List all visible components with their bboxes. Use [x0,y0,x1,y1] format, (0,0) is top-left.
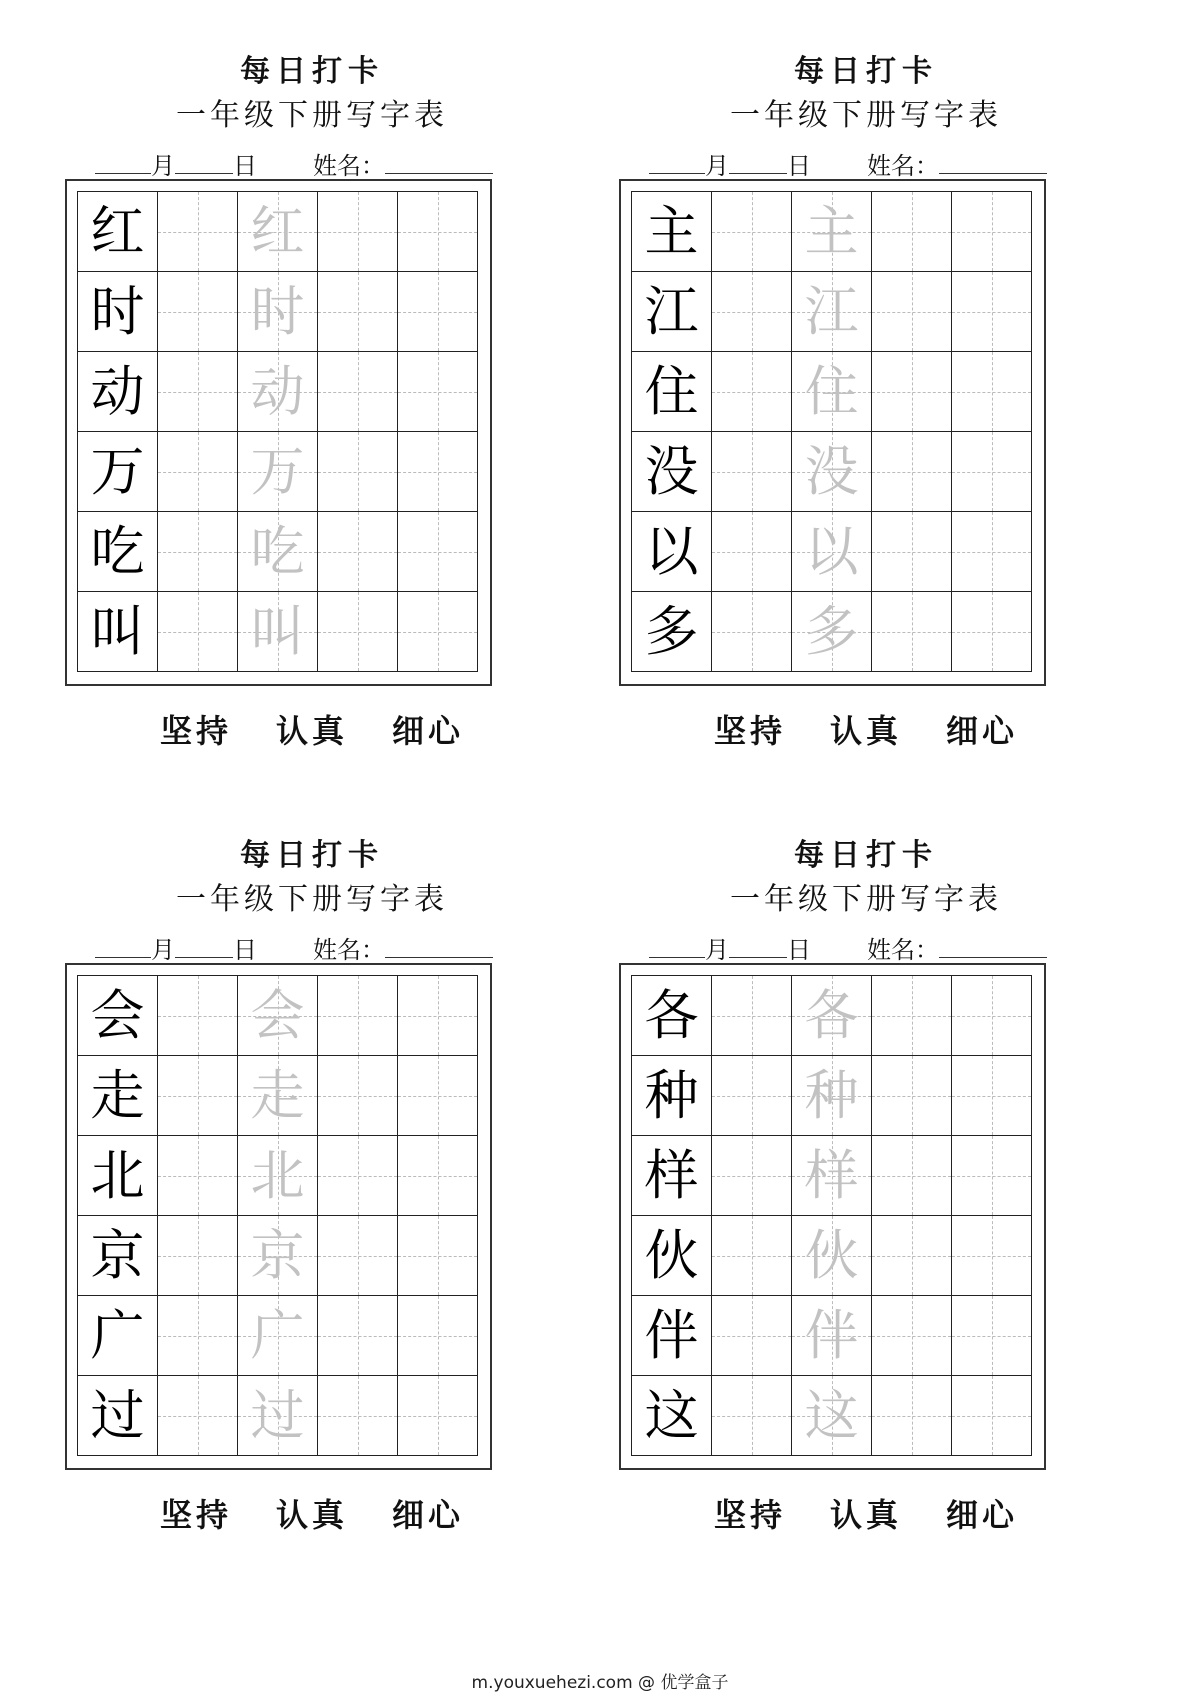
date-name-line [649,930,1089,965]
practice-cell[interactable] [157,1215,238,1296]
trace-cell [791,975,872,1056]
trace-cell [237,511,318,592]
model-character: 住 [644,360,699,423]
practice-cell[interactable] [871,1215,952,1296]
card-title: 每日打卡 [240,54,384,89]
practice-cell[interactable] [157,975,238,1056]
guide-line-horizontal [872,632,951,633]
practice-cell[interactable] [157,591,238,672]
motto-word: 细心 [946,1496,1019,1534]
model-cell [631,1215,712,1296]
guide-line-horizontal [712,1416,791,1417]
guide-line-horizontal [158,1096,237,1097]
guide-line-horizontal [712,632,791,633]
guide-line-horizontal [398,632,477,633]
date-name-line [95,930,535,965]
practice-cell[interactable] [951,431,1032,512]
practice-cell[interactable] [317,271,398,352]
guide-line-horizontal [712,392,791,393]
guide-line-horizontal [712,472,791,473]
motto-word: 坚持 [713,712,786,750]
trace-character: 时 [250,280,305,343]
writing-grid [65,963,492,1470]
trace-character: 万 [250,440,305,503]
guide-line-horizontal [398,1416,477,1417]
trace-character: 会 [250,984,305,1047]
model-character: 北 [90,1144,145,1207]
practice-cell[interactable] [951,591,1032,672]
guide-line-horizontal [872,1096,951,1097]
trace-cell [237,431,318,512]
name-label: 姓名： [313,936,385,964]
trace-cell [237,1055,318,1136]
month-label: 月 [151,152,175,180]
model-cell [631,1295,712,1376]
model-character: 种 [644,1064,699,1127]
trace-character: 以 [804,520,859,583]
practice-cell[interactable] [871,591,952,672]
card-title: 每日打卡 [240,838,384,873]
guide-line-horizontal [952,1176,1031,1177]
guide-line-horizontal [952,312,1031,313]
model-character: 会 [90,984,145,1047]
month-label: 月 [705,152,729,180]
trace-cell [791,431,872,512]
model-cell [631,511,712,592]
guide-line-horizontal [952,552,1031,553]
day-label: 日 [233,936,257,964]
model-character: 伙 [644,1224,699,1287]
practice-cell[interactable] [397,1135,478,1216]
trace-character: 这 [804,1384,859,1447]
guide-line-horizontal [872,392,951,393]
trace-character: 红 [250,200,305,263]
practice-cell[interactable] [871,191,952,272]
guide-line-horizontal [872,1416,951,1417]
practice-cell[interactable] [711,1135,792,1216]
guide-line-horizontal [318,472,397,473]
practice-cell[interactable] [951,975,1032,1056]
practice-cell[interactable] [951,271,1032,352]
practice-cell[interactable] [317,1215,398,1296]
guide-line-horizontal [952,1336,1031,1337]
model-cell [631,191,712,272]
guide-line-horizontal [158,1256,237,1257]
trace-cell [237,271,318,352]
model-cell [77,975,158,1056]
practice-cell[interactable] [711,975,792,1056]
day-blank[interactable] [175,155,233,174]
trace-character: 江 [804,280,859,343]
practice-cell[interactable] [711,1295,792,1376]
trace-character: 样 [804,1144,859,1207]
guide-line-horizontal [712,1256,791,1257]
trace-character: 北 [250,1144,305,1207]
guide-line-horizontal [318,312,397,313]
writing-grid [619,963,1046,1470]
guide-line-horizontal [712,1096,791,1097]
model-character: 广 [90,1304,145,1367]
name-blank[interactable] [939,155,1047,174]
practice-cell[interactable] [951,191,1032,272]
model-cell [631,431,712,512]
practice-cell[interactable] [157,1295,238,1376]
practice-cell[interactable] [397,511,478,592]
model-cell [631,975,712,1056]
month-label: 月 [151,936,175,964]
trace-character: 种 [804,1064,859,1127]
motto-word: 坚持 [159,712,232,750]
guide-line-horizontal [872,1016,951,1017]
practice-cell[interactable] [397,1375,478,1456]
guide-line-horizontal [158,232,237,233]
model-character: 江 [644,280,699,343]
name-blank[interactable] [939,939,1047,958]
guide-line-horizontal [712,232,791,233]
guide-line-horizontal [158,632,237,633]
practice-cell[interactable] [397,1215,478,1296]
guide-line-horizontal [398,1256,477,1257]
trace-character: 住 [804,360,859,423]
guide-line-horizontal [712,552,791,553]
trace-cell [237,1135,318,1216]
guide-line-horizontal [318,1016,397,1017]
practice-cell[interactable] [397,1055,478,1136]
model-character: 没 [644,440,699,503]
card-subtitle: 一年级下册写字表 [730,882,1002,917]
guide-line-horizontal [318,1336,397,1337]
guide-line-horizontal [398,1096,477,1097]
motto [62,706,562,752]
guide-line-horizontal [398,472,477,473]
guide-line-horizontal [872,312,951,313]
trace-character: 走 [250,1064,305,1127]
model-character: 动 [90,360,145,423]
card-subtitle: 一年级下册写字表 [730,98,1002,133]
model-character: 各 [644,984,699,1047]
guide-line-horizontal [872,1256,951,1257]
guide-line-horizontal [952,1256,1031,1257]
practice-cell[interactable] [871,1295,952,1376]
practice-cell[interactable] [317,191,398,272]
name-blank[interactable] [385,155,493,174]
practice-cell[interactable] [711,511,792,592]
model-character: 伴 [644,1304,699,1367]
practice-cell[interactable] [317,591,398,672]
month-blank[interactable] [95,939,151,958]
model-cell [77,271,158,352]
model-character: 过 [90,1384,145,1447]
practice-cell[interactable] [157,1055,238,1136]
trace-cell [791,1055,872,1136]
guide-line-horizontal [952,232,1031,233]
guide-line-horizontal [318,1256,397,1257]
trace-character: 多 [804,600,859,663]
practice-cell[interactable] [711,1375,792,1456]
guide-line-horizontal [318,1176,397,1177]
date-name-line [95,146,535,181]
guide-line-horizontal [158,552,237,553]
practice-cell[interactable] [951,1375,1032,1456]
practice-cell[interactable] [951,1295,1032,1376]
practice-cell[interactable] [157,1135,238,1216]
name-label: 姓名： [313,152,385,180]
trace-cell [791,1215,872,1296]
name-blank[interactable] [385,939,493,958]
guide-line-horizontal [318,552,397,553]
guide-line-horizontal [318,232,397,233]
motto [616,1490,1116,1536]
practice-cell[interactable] [397,271,478,352]
guide-line-horizontal [952,1096,1031,1097]
guide-line-horizontal [398,1336,477,1337]
practice-cell[interactable] [397,191,478,272]
model-character: 多 [644,600,699,663]
model-cell [631,1375,712,1456]
practice-cell[interactable] [951,511,1032,592]
trace-character: 京 [250,1224,305,1287]
guide-line-horizontal [318,392,397,393]
trace-cell [237,1295,318,1376]
trace-character: 各 [804,984,859,1047]
date-name-line [649,146,1089,181]
guide-line-horizontal [872,1336,951,1337]
practice-cell[interactable] [871,1375,952,1456]
card-subtitle: 一年级下册写字表 [176,98,448,133]
guide-line-horizontal [872,1176,951,1177]
day-blank[interactable] [729,155,787,174]
practice-cell[interactable] [317,975,398,1056]
footer-watermark: m.youxuehezi.com @ 优学盒子 [471,1673,729,1693]
trace-cell [237,975,318,1056]
motto-word: 认真 [275,712,348,750]
practice-cell[interactable] [397,351,478,432]
guide-line-horizontal [952,1016,1031,1017]
practice-cell[interactable] [317,431,398,512]
guide-line-horizontal [398,552,477,553]
name-label: 姓名： [867,936,939,964]
practice-cell[interactable] [317,351,398,432]
trace-character: 没 [804,440,859,503]
trace-character: 伙 [804,1224,859,1287]
trace-cell [791,1295,872,1376]
card-title: 每日打卡 [794,54,938,89]
model-cell [631,1055,712,1136]
guide-line-horizontal [952,632,1031,633]
guide-line-horizontal [158,472,237,473]
practice-cell[interactable] [711,591,792,672]
motto-word: 认真 [829,712,902,750]
practice-cell[interactable] [711,1055,792,1136]
guide-line-horizontal [398,1176,477,1177]
practice-cell[interactable] [711,351,792,432]
guide-line-horizontal [158,1176,237,1177]
practice-cell[interactable] [871,975,952,1056]
model-cell [77,1135,158,1216]
guide-line-horizontal [158,1336,237,1337]
guide-line-horizontal [158,1016,237,1017]
guide-line-horizontal [712,1176,791,1177]
day-blank[interactable] [175,939,233,958]
practice-cell[interactable] [951,1055,1032,1136]
practice-cell[interactable] [711,191,792,272]
model-character: 万 [90,440,145,503]
model-cell [77,591,158,672]
trace-cell [237,1215,318,1296]
model-cell [631,1135,712,1216]
practice-cell[interactable] [157,511,238,592]
model-cell [77,1295,158,1376]
model-character: 红 [90,200,145,263]
practice-cell[interactable] [157,191,238,272]
trace-cell [791,591,872,672]
motto-word: 细心 [392,712,465,750]
motto [616,706,1116,752]
guide-line-horizontal [712,1016,791,1017]
practice-cell[interactable] [871,511,952,592]
practice-cell[interactable] [397,1295,478,1376]
guide-line-horizontal [872,552,951,553]
guide-line-horizontal [398,312,477,313]
model-cell [77,351,158,432]
model-character: 走 [90,1064,145,1127]
guide-line-horizontal [952,472,1031,473]
model-cell [77,1215,158,1296]
trace-character: 伴 [804,1304,859,1367]
name-label: 姓名： [867,152,939,180]
guide-line-horizontal [712,1336,791,1337]
trace-character: 过 [250,1384,305,1447]
guide-line-horizontal [158,392,237,393]
trace-character: 主 [804,200,859,263]
practice-cell[interactable] [951,1135,1032,1216]
guide-line-horizontal [318,1096,397,1097]
model-cell [631,591,712,672]
practice-cell[interactable] [397,975,478,1056]
writing-grid [65,179,492,686]
guide-line-horizontal [318,1416,397,1417]
practice-cell[interactable] [871,271,952,352]
model-character: 这 [644,1384,699,1447]
writing-grid [619,179,1046,686]
month-label: 月 [705,936,729,964]
trace-cell [237,591,318,672]
trace-cell [237,351,318,432]
day-label: 日 [233,152,257,180]
practice-cell[interactable] [317,1135,398,1216]
motto-word: 认真 [829,1496,902,1534]
card-subtitle: 一年级下册写字表 [176,882,448,917]
practice-cell[interactable] [317,1055,398,1136]
practice-cell[interactable] [157,271,238,352]
guide-line-horizontal [952,1416,1031,1417]
practice-cell[interactable] [871,431,952,512]
trace-cell [791,1135,872,1216]
model-character: 以 [644,520,699,583]
model-character: 主 [644,200,699,263]
trace-cell [791,271,872,352]
practice-cell[interactable] [157,431,238,512]
practice-cell[interactable] [397,431,478,512]
guide-line-horizontal [712,312,791,313]
day-blank[interactable] [729,939,787,958]
model-cell [631,271,712,352]
card-title: 每日打卡 [794,838,938,873]
practice-cell[interactable] [317,1375,398,1456]
guide-line-horizontal [158,312,237,313]
motto [62,1490,562,1536]
trace-cell [791,511,872,592]
practice-cell[interactable] [871,1135,952,1216]
model-cell [77,511,158,592]
practice-cell[interactable] [317,511,398,592]
trace-character: 叫 [250,600,305,663]
practice-cell[interactable] [711,271,792,352]
model-cell [77,191,158,272]
day-label: 日 [787,936,811,964]
practice-cell[interactable] [157,1375,238,1456]
motto-word: 坚持 [713,1496,786,1534]
trace-cell [791,351,872,432]
model-cell [631,351,712,432]
day-label: 日 [787,152,811,180]
model-character: 京 [90,1224,145,1287]
model-cell [77,1055,158,1136]
practice-cell[interactable] [871,351,952,432]
practice-cell[interactable] [317,1295,398,1376]
guide-line-horizontal [318,632,397,633]
guide-line-horizontal [398,232,477,233]
trace-character: 广 [250,1304,305,1367]
practice-cell[interactable] [711,1215,792,1296]
practice-cell[interactable] [157,351,238,432]
month-blank[interactable] [95,155,151,174]
trace-cell [791,191,872,272]
practice-cell[interactable] [871,1055,952,1136]
guide-line-horizontal [872,232,951,233]
motto-word: 细心 [392,1496,465,1534]
trace-cell [791,1375,872,1456]
guide-line-horizontal [398,1016,477,1017]
model-character: 时 [90,280,145,343]
month-blank[interactable] [649,155,705,174]
motto-word: 认真 [275,1496,348,1534]
practice-cell[interactable] [397,591,478,672]
model-character: 叫 [90,600,145,663]
model-character: 样 [644,1144,699,1207]
practice-cell[interactable] [951,351,1032,432]
model-cell [77,1375,158,1456]
motto-word: 坚持 [159,1496,232,1534]
model-character: 吃 [90,520,145,583]
motto-word: 细心 [946,712,1019,750]
trace-character: 动 [250,360,305,423]
practice-cell[interactable] [951,1215,1032,1296]
trace-character: 吃 [250,520,305,583]
practice-cell[interactable] [711,431,792,512]
trace-cell [237,191,318,272]
guide-line-horizontal [398,392,477,393]
month-blank[interactable] [649,939,705,958]
model-cell [77,431,158,512]
guide-line-horizontal [872,472,951,473]
trace-cell [237,1375,318,1456]
guide-line-horizontal [952,392,1031,393]
guide-line-horizontal [158,1416,237,1417]
